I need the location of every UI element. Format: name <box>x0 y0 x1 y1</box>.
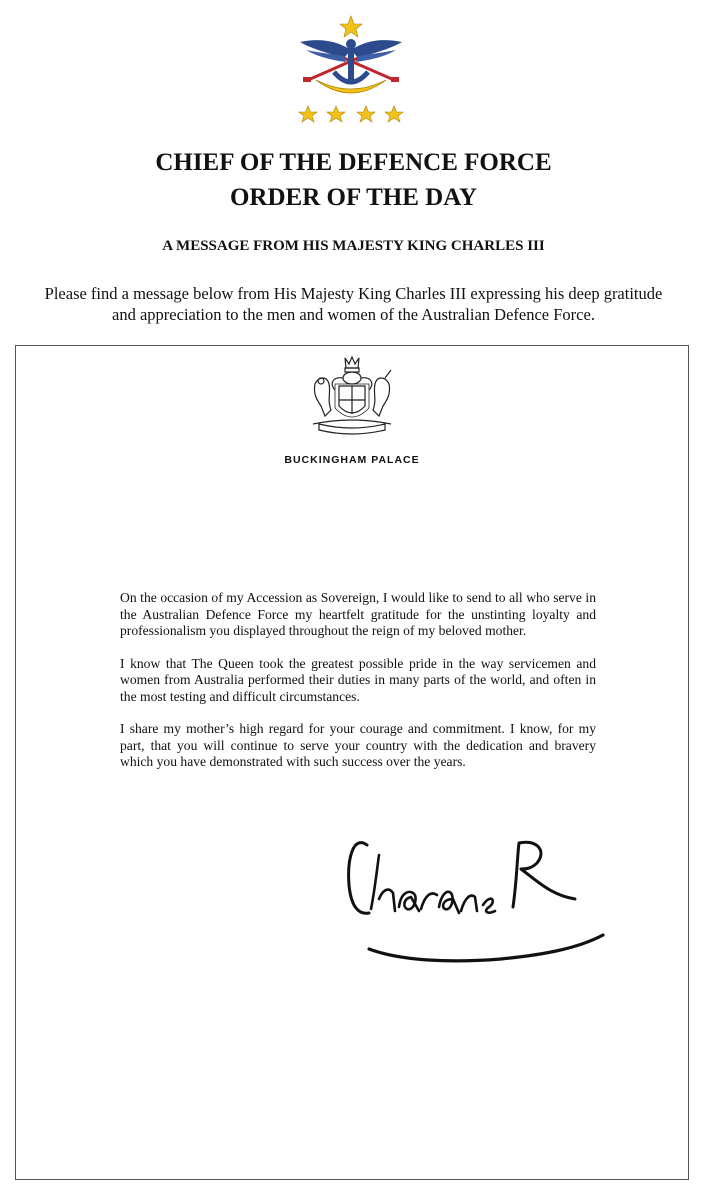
letterhead-buckingham-palace: BUCKINGHAM PALACE <box>284 454 420 466</box>
adf-emblem-icon <box>286 14 416 132</box>
royal-letter <box>15 345 689 1180</box>
message-subtitle: A MESSAGE FROM HIS MAJESTY KING CHARLES III <box>162 238 545 254</box>
letter-paragraph-3: I share my mother’s high regard for your courage and commitment. I know, for my part, that you will continue to serve your country with the dedication and bravery which you have demonstrated with such success over the years. <box>120 721 596 769</box>
intro-line-1: Please find a message below from His Majesty King Charles III expressing his deep gratitude <box>44 284 663 303</box>
letter-paragraph-2: I know that The Queen took the greatest possible pride in the way servicemen and women from Australia performed their duties in many parts of the world, and often in the most testing and difficult circumstances. <box>120 655 596 704</box>
page-title-line-1: CHIEF OF THE DEFENCE FORCE <box>155 149 552 176</box>
letter-paragraph-1: On the occasion of my Accession as Sovereign, I would like to send to all who serve in the Australian Defence Force my heartfelt gratitude for the unstinting loyalty and professionalism you displayed throughout the reign of my beloved mother. <box>120 590 596 638</box>
intro-line-2: and appreciation to the men and women of the Australian Defence Force. <box>112 305 595 324</box>
letter-body <box>120 590 596 787</box>
handwritten-signature-icon <box>341 829 611 971</box>
royal-coat-of-arms-icon <box>305 354 399 442</box>
intro-text <box>10 283 697 325</box>
page-title-line-2: ORDER OF THE DAY <box>229 184 478 211</box>
